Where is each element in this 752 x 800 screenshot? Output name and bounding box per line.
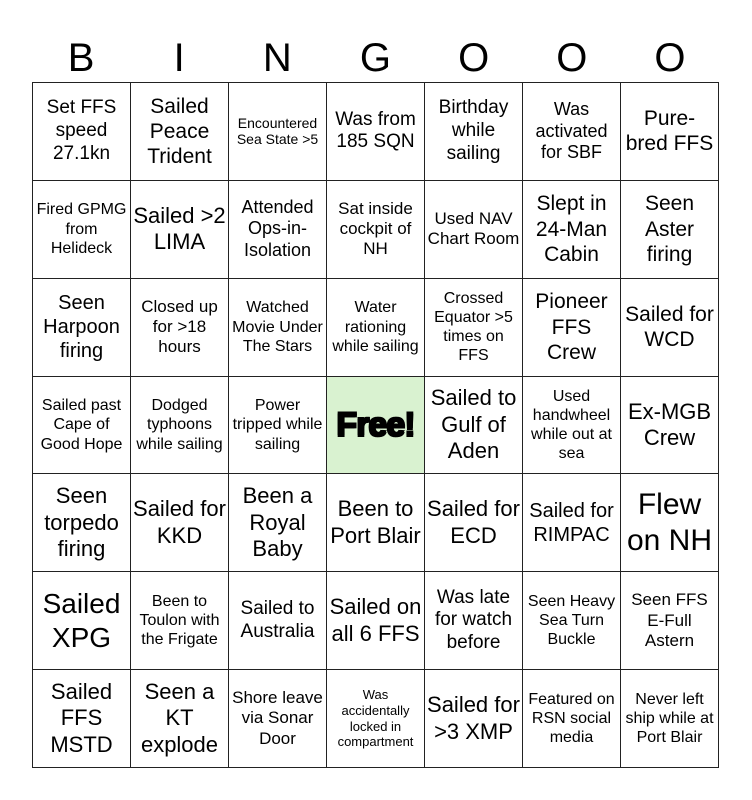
bingo-cell[interactable]: Seen torpedo firing [33, 474, 131, 572]
bingo-cell[interactable]: Sailed for WCD [621, 279, 719, 377]
bingo-cell[interactable]: Pure-bred FFS [621, 83, 719, 181]
bingo-cell[interactable]: Closed up for >18 hours [131, 279, 229, 377]
bingo-cell[interactable]: Flew on NH [621, 474, 719, 572]
header-letter-n: N [262, 35, 292, 80]
bingo-cell[interactable]: Been to Toulon with the Frigate [131, 572, 229, 670]
bingo-cell[interactable]: Slept in 24-Man Cabin [523, 181, 621, 279]
bingo-cell[interactable]: Birthday while sailing [425, 83, 523, 181]
bingo-cell[interactable]: Sailed to Australia [229, 572, 327, 670]
bingo-cell[interactable]: Featured on RSN social media [523, 670, 621, 768]
bingo-cell[interactable]: Been to Port Blair [327, 474, 425, 572]
bingo-cell[interactable]: Seen a KT explode [131, 670, 229, 768]
bingo-cell[interactable]: Used handwheel while out at sea [523, 377, 621, 475]
bingo-cell[interactable]: Encountered Sea State >5 [229, 83, 327, 181]
bingo-cell[interactable]: Set FFS speed 27.1kn [33, 83, 131, 181]
bingo-cell[interactable]: Used NAV Chart Room [425, 181, 523, 279]
bingo-cell[interactable]: Been a Royal Baby [229, 474, 327, 572]
bingo-cell[interactable]: Sailed for ECD [425, 474, 523, 572]
bingo-cell[interactable]: Sailed for >3 XMP [425, 670, 523, 768]
bingo-cell[interactable]: Seen FFS E-Full Astern [621, 572, 719, 670]
bingo-cell[interactable]: Sailed >2 LIMA [131, 181, 229, 279]
bingo-cell[interactable]: Sailed to Gulf of Aden [425, 377, 523, 475]
bingo-cell[interactable]: Sailed for KKD [131, 474, 229, 572]
bingo-cell[interactable]: Was late for watch before [425, 572, 523, 670]
bingo-cell[interactable]: Pioneer FFS Crew [523, 279, 621, 377]
bingo-cell[interactable]: Ex-MGB Crew [621, 377, 719, 475]
free-space-cell[interactable]: Free! [327, 377, 425, 475]
bingo-cell[interactable]: Sailed Peace Trident [131, 83, 229, 181]
bingo-cell[interactable]: Sailed on all 6 FFS [327, 572, 425, 670]
bingo-cell[interactable]: Seen Harpoon firing [33, 279, 131, 377]
header-letter-o-2: O [556, 35, 588, 80]
bingo-header [32, 34, 719, 82]
bingo-card-grid [32, 82, 719, 768]
bingo-cell[interactable]: Attended Ops-in-Isolation [229, 181, 327, 279]
header-letter-b: B [67, 35, 95, 80]
bingo-cell[interactable]: Sailed FFS MSTD [33, 670, 131, 768]
bingo-cell[interactable]: Crossed Equator >5 times on FFS [425, 279, 523, 377]
header-letter-i: I [173, 35, 185, 80]
bingo-cell[interactable]: Never left ship while at Port Blair [621, 670, 719, 768]
bingo-cell[interactable]: Power tripped while sailing [229, 377, 327, 475]
bingo-cell[interactable]: Watched Movie Under The Stars [229, 279, 327, 377]
bingo-cell[interactable]: Sailed for RIMPAC [523, 474, 621, 572]
bingo-cell[interactable]: Was activated for SBF [523, 83, 621, 181]
bingo-cell[interactable]: Sat inside cockpit of NH [327, 181, 425, 279]
bingo-cell[interactable]: Shore leave via Sonar Door [229, 670, 327, 768]
header-letter-o-1: O [458, 35, 490, 80]
bingo-cell[interactable]: Was accidentally locked in compartment [327, 670, 425, 768]
bingo-cell[interactable]: Sailed XPG [33, 572, 131, 670]
header-letter-o-3: O [654, 35, 686, 80]
header-letter-g: G [359, 35, 392, 80]
bingo-cell[interactable]: Was from 185 SQN [327, 83, 425, 181]
bingo-cell[interactable]: Dodged typhoons while sailing [131, 377, 229, 475]
bingo-cell[interactable]: Sailed past Cape of Good Hope [33, 377, 131, 475]
bingo-cell[interactable]: Fired GPMG from Helideck [33, 181, 131, 279]
bingo-cell[interactable]: Water rationing while sailing [327, 279, 425, 377]
bingo-cell[interactable]: Seen Aster firing [621, 181, 719, 279]
bingo-cell[interactable]: Seen Heavy Sea Turn Buckle [523, 572, 621, 670]
